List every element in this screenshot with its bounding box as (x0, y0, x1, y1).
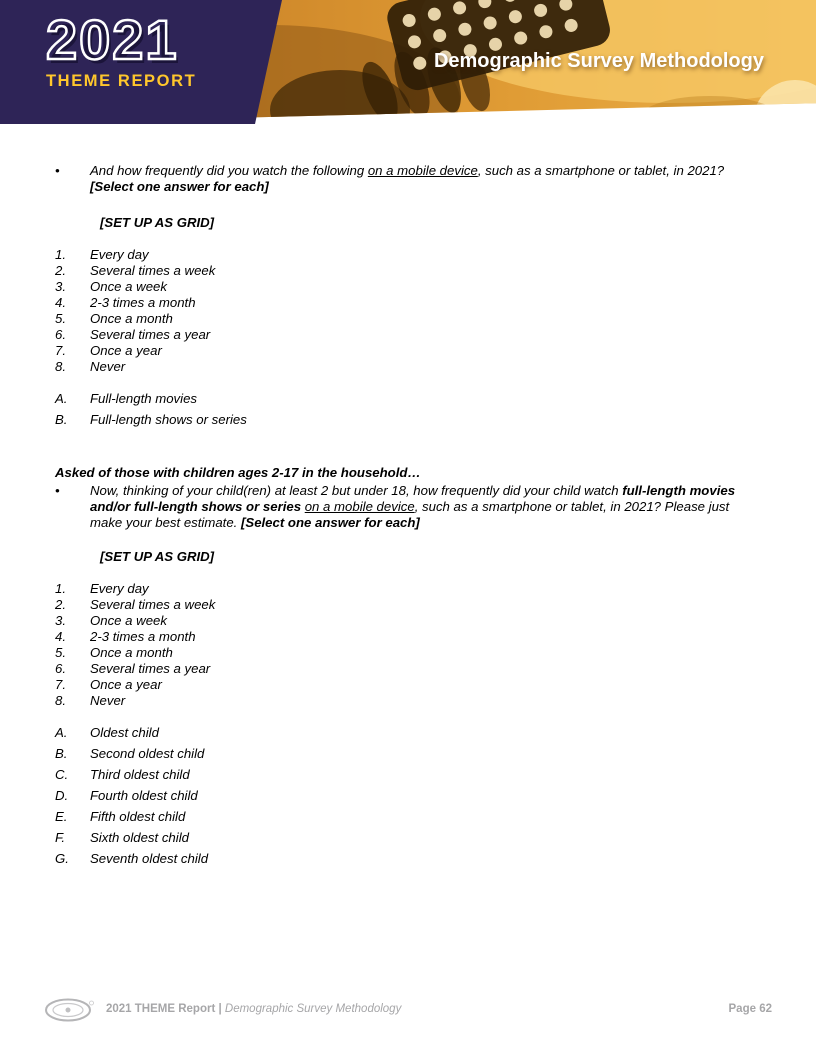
list-item: 4. 2-3 times a month (55, 629, 196, 644)
page-header (0, 0, 816, 132)
frequency-list-1 (55, 247, 767, 375)
mpa-logo-icon (44, 998, 94, 1022)
q1-seg3: , such as a smartphone or tablet, in 2021? (477, 163, 725, 178)
list-item: 6. Several times a year (55, 661, 211, 676)
question-2-text (90, 483, 758, 531)
list-item: 8. Never (55, 693, 126, 708)
list-item: C. Third oldest child (55, 767, 190, 782)
question-2 (55, 483, 767, 531)
logo-year-text: 2021 (46, 8, 179, 71)
list-item: 7. Once a year (55, 343, 162, 358)
list-item: 3. Once a week (55, 279, 167, 294)
frequency-list-2 (55, 581, 767, 709)
question-1-text (90, 163, 758, 195)
logo-subtitle-text: THEME REPORT (46, 72, 197, 90)
list-item: 5. Once a month (55, 645, 173, 660)
list-item: F. Sixth oldest child (55, 830, 189, 845)
question-1 (55, 163, 767, 195)
page-body (55, 150, 767, 872)
children-list (55, 725, 767, 867)
page-number: Page 62 (728, 1003, 772, 1015)
list-item: B. Full-length shows or series (55, 412, 247, 427)
list-item: 5. Once a month (55, 311, 173, 326)
grid-setup-note-1: [SET UP AS GRID] (100, 215, 215, 230)
section-heading: Asked of those with children ages 2-17 in the household… (55, 465, 421, 480)
q2-seg1: Now, thinking of your child(ren) at least 2 but under 18, how frequently did your child watch (90, 483, 623, 498)
list-item: E. Fifth oldest child (55, 809, 186, 824)
list-item: A. Oldest child (55, 725, 159, 740)
page-footer (44, 996, 772, 1028)
list-item: 3. Once a week (55, 613, 167, 628)
report-logo (46, 8, 197, 91)
list-item: 7. Once a year (55, 677, 162, 692)
q1-seg2-underlined: on a mobile device (367, 163, 478, 178)
bullet-icon: • (55, 483, 60, 498)
q1-seg4-bold: [Select one answer for each] (90, 179, 269, 194)
list-item: D. Fourth oldest child (55, 788, 198, 803)
list-item: 4. 2-3 times a month (55, 295, 196, 310)
q1-seg1: And how frequently did you watch the following (90, 163, 368, 178)
q2-seg5: , such as a smartphone or tablet, in 2021? Please just make your best estimate. (90, 499, 730, 530)
footer-text (106, 1003, 401, 1015)
q2-seg6-bold: [Select one answer for each] (241, 515, 420, 530)
list-item: 1. Every day (55, 581, 149, 596)
list-item: 2. Several times a week (55, 263, 216, 278)
list-item: G. Seventh oldest child (55, 851, 209, 866)
content-list-1 (55, 391, 767, 428)
list-item: 8. Never (55, 359, 126, 374)
page-title: Demographic Survey Methodology (433, 50, 764, 72)
list-item: 1. Every day (55, 247, 149, 262)
q2-seg4-underlined: on a mobile device (304, 499, 415, 514)
list-item: B. Second oldest child (55, 746, 205, 761)
grid-setup-note-2: [SET UP AS GRID] (100, 549, 215, 564)
bullet-icon: • (55, 163, 60, 178)
footer-doc-title: Demographic Survey Methodology (224, 1003, 402, 1015)
footer-report-label: 2021 THEME Report (106, 1003, 216, 1015)
list-item: 6. Several times a year (55, 327, 211, 342)
footer-divider: | (218, 1003, 222, 1015)
list-item: 2. Several times a week (55, 597, 216, 612)
q2-seg2-bold: full-length movies and/or full-length shows or series (90, 483, 736, 514)
list-item: A. Full-length movies (55, 391, 198, 406)
